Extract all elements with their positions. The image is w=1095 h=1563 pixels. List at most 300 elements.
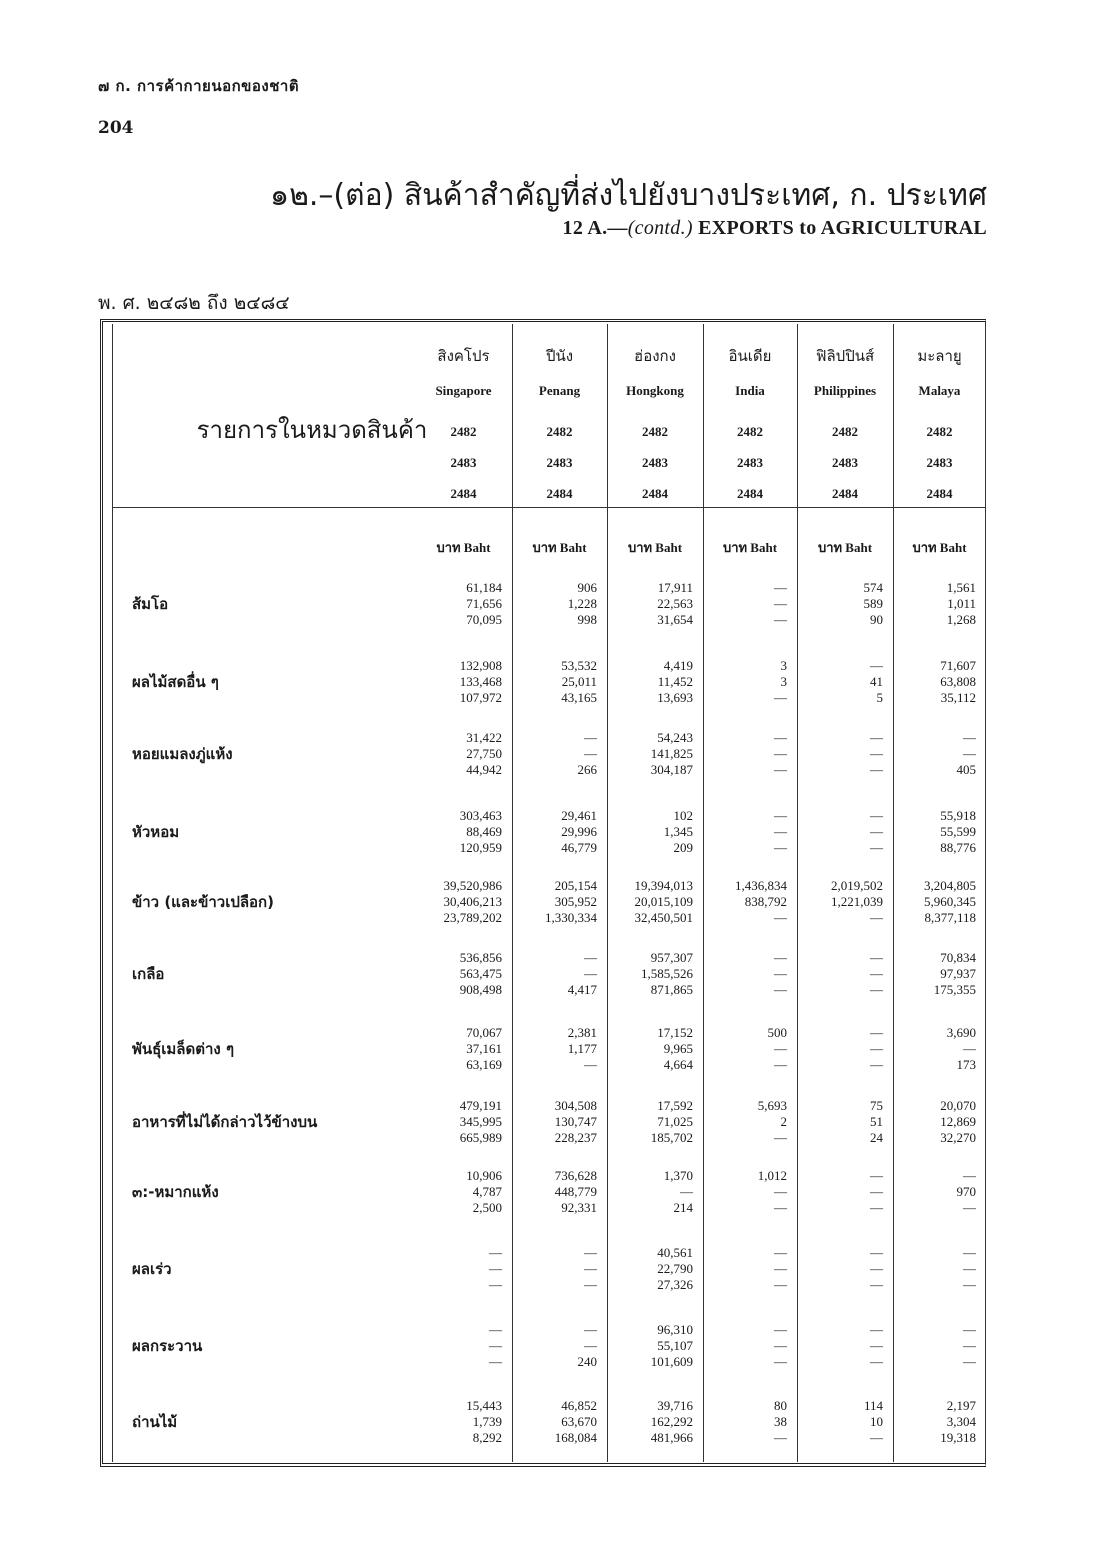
table-cell xyxy=(611,1245,693,1293)
cell-value: — xyxy=(774,612,787,627)
cell-value: 51 xyxy=(870,1114,883,1129)
table-cell xyxy=(705,1098,787,1146)
table-cell xyxy=(420,808,502,856)
cell-value: 54,243 xyxy=(657,730,693,745)
cell-value: — xyxy=(774,950,787,965)
cell-value: — xyxy=(870,730,883,745)
cell-value: 574 xyxy=(863,580,883,595)
cell-value: 1,330,334 xyxy=(545,910,597,925)
cell-value: 589 xyxy=(863,596,883,611)
table-cell xyxy=(705,1322,787,1370)
column-year: 2482 xyxy=(450,424,477,439)
table-cell xyxy=(801,1098,883,1146)
column-year: 2482 xyxy=(832,424,858,439)
cell-value: 41 xyxy=(870,674,883,689)
cell-value: 132,908 xyxy=(459,658,502,673)
cell-value: — xyxy=(680,1184,693,1199)
cell-value: 205,154 xyxy=(554,878,597,893)
cell-value: 5 xyxy=(876,690,883,705)
table-cell xyxy=(611,730,693,778)
cell-value: 31,422 xyxy=(466,730,502,745)
table-cell xyxy=(611,1098,693,1146)
cell-value: 209 xyxy=(673,840,693,855)
cell-value: — xyxy=(870,1354,883,1369)
table-cell xyxy=(611,950,693,998)
column-year: 2483 xyxy=(546,455,573,470)
table-cell xyxy=(705,580,787,628)
cell-value: 27,750 xyxy=(466,746,502,761)
cell-value: 11,452 xyxy=(657,674,693,689)
table-cell xyxy=(801,878,883,926)
column-year: 2483 xyxy=(832,455,858,470)
cell-value: — xyxy=(870,966,883,981)
cell-value: 665,989 xyxy=(459,1130,502,1145)
cell-value: 133,468 xyxy=(459,674,502,689)
table-cell xyxy=(894,1398,976,1446)
table-cell xyxy=(801,658,883,706)
cell-value: 345,995 xyxy=(459,1114,502,1129)
cell-value: — xyxy=(870,1322,883,1337)
cell-value: 1,739 xyxy=(472,1414,502,1429)
cell-value: 40,561 xyxy=(657,1245,693,1260)
cell-value: 141,825 xyxy=(650,746,693,761)
table-cell xyxy=(894,1168,976,1216)
cell-value: 4,664 xyxy=(663,1057,693,1072)
cell-value: 1,228 xyxy=(567,596,597,611)
cell-value: 8,377,118 xyxy=(924,910,976,925)
cell-value: 19,318 xyxy=(940,1430,976,1445)
row-label: ผลกระวาน xyxy=(132,1337,203,1355)
column-year: 2484 xyxy=(737,486,763,501)
table-cell xyxy=(705,1025,787,1073)
table-inner-border xyxy=(112,324,113,1462)
table-cell xyxy=(801,1322,883,1370)
unit-label: บาท Baht xyxy=(627,540,683,555)
table-cell xyxy=(515,1398,597,1446)
cell-value: 24 xyxy=(870,1130,883,1145)
cell-value: — xyxy=(963,1041,976,1056)
cell-value: 101,609 xyxy=(650,1354,693,1369)
cell-value: 9,965 xyxy=(663,1041,693,1056)
title-en-suffix: EXPORTS to AGRICULTURAL xyxy=(692,217,987,239)
cell-value: 12,869 xyxy=(940,1114,976,1129)
table-cell xyxy=(801,1025,883,1073)
cell-value: — xyxy=(870,808,883,823)
cell-value: 63,169 xyxy=(466,1057,502,1072)
cell-value: 19,394,013 xyxy=(634,878,693,893)
cell-value: — xyxy=(963,1245,976,1260)
cell-value: 970 xyxy=(956,1184,976,1199)
column-year: 2482 xyxy=(546,424,573,439)
cell-value: — xyxy=(870,1168,883,1183)
cell-value: 1,011 xyxy=(947,596,976,611)
cell-value: — xyxy=(963,1338,976,1353)
table-cell xyxy=(894,580,976,628)
cell-value: 10 xyxy=(870,1414,883,1429)
cell-value: 32,270 xyxy=(940,1130,976,1145)
unit-label: บาท Baht xyxy=(817,540,873,555)
cell-value: 46,779 xyxy=(561,840,597,855)
category-column-header: รายการในหมวดสินค้า xyxy=(196,416,428,444)
column-year: 2482 xyxy=(926,424,953,439)
cell-value: — xyxy=(870,1200,883,1215)
column-year: 2483 xyxy=(642,455,668,470)
column-year: 2484 xyxy=(642,486,668,501)
cell-value: — xyxy=(584,730,597,745)
table-cell xyxy=(611,1322,693,1370)
cell-value: 27,326 xyxy=(657,1277,693,1292)
column-header-english: Penang xyxy=(538,383,581,398)
table-cell xyxy=(420,1322,502,1370)
table-cell xyxy=(894,1245,976,1293)
cell-value: 1,370 xyxy=(663,1168,693,1183)
column-header-thai: ปีนัง xyxy=(545,347,574,365)
cell-value: 97,937 xyxy=(940,966,976,981)
cell-value: 53,532 xyxy=(561,658,597,673)
cell-value: — xyxy=(774,1322,787,1337)
cell-value: 37,161 xyxy=(466,1041,502,1056)
cell-value: — xyxy=(963,1261,976,1276)
cell-value: 2,381 xyxy=(567,1025,597,1040)
cell-value: 481,966 xyxy=(650,1430,693,1445)
table-cell xyxy=(515,1168,597,1216)
cell-value: 908,498 xyxy=(459,982,502,997)
cell-value: — xyxy=(963,1168,976,1183)
cell-value: 448,779 xyxy=(554,1184,597,1199)
cell-value: 107,972 xyxy=(459,690,502,705)
cell-value: 2,500 xyxy=(472,1200,502,1215)
cell-value: — xyxy=(870,658,883,673)
cell-value: 55,918 xyxy=(940,808,976,823)
cell-value: 563,475 xyxy=(459,966,502,981)
cell-value: — xyxy=(774,1200,787,1215)
cell-value: 304,508 xyxy=(554,1098,597,1113)
unit-label: บาท Baht xyxy=(532,540,587,555)
table-cell xyxy=(801,950,883,998)
cell-value: 25,011 xyxy=(561,674,597,689)
cell-value: 1,177 xyxy=(567,1041,597,1056)
cell-value: 1,012 xyxy=(757,1168,787,1183)
table-cell xyxy=(894,1322,976,1370)
cell-value: 22,563 xyxy=(657,596,693,611)
cell-value: — xyxy=(489,1277,502,1292)
cell-value: 1,268 xyxy=(946,612,976,627)
cell-value: 3,204,805 xyxy=(924,878,976,893)
cell-value: 228,237 xyxy=(554,1130,597,1145)
row-label: ข้าว (และข้าวเปลือก) xyxy=(132,893,274,911)
cell-value: 2,197 xyxy=(946,1398,976,1413)
column-header-english: Hongkong xyxy=(626,383,684,398)
cell-value: — xyxy=(870,950,883,965)
column-header-english: India xyxy=(735,383,765,398)
cell-value: — xyxy=(870,762,883,777)
table-cell xyxy=(611,1025,693,1073)
table-cell xyxy=(705,1245,787,1293)
cell-value: 17,592 xyxy=(657,1098,693,1113)
table-cell xyxy=(801,580,883,628)
cell-value: — xyxy=(584,950,597,965)
table-cell xyxy=(420,730,502,778)
cell-value: 43,165 xyxy=(561,690,597,705)
cell-value: 29,996 xyxy=(561,824,597,839)
cell-value: — xyxy=(774,1245,787,1260)
table-cell xyxy=(611,658,693,706)
cell-value: 39,716 xyxy=(657,1398,693,1413)
cell-value: 479,191 xyxy=(459,1098,502,1113)
cell-value: — xyxy=(774,580,787,595)
cell-value: 92,331 xyxy=(561,1200,597,1215)
cell-value: — xyxy=(774,1130,787,1145)
cell-value: — xyxy=(584,1261,597,1276)
cell-value: — xyxy=(774,840,787,855)
cell-value: — xyxy=(774,1430,787,1445)
table-cell xyxy=(420,1168,502,1216)
cell-value: 957,307 xyxy=(650,950,693,965)
cell-value: 266 xyxy=(577,762,597,777)
cell-value: — xyxy=(774,730,787,745)
column-year: 2484 xyxy=(546,486,573,501)
cell-value: 2,019,502 xyxy=(831,878,883,893)
cell-value: 70,095 xyxy=(466,612,502,627)
cell-value: 71,607 xyxy=(940,658,976,673)
column-year: 2484 xyxy=(450,486,477,501)
page-title-english xyxy=(563,217,987,240)
table-cell xyxy=(420,1025,502,1073)
cell-value: 88,776 xyxy=(940,840,976,855)
cell-value: 2 xyxy=(780,1114,787,1129)
cell-value: 240 xyxy=(577,1354,597,1369)
cell-value: — xyxy=(963,746,976,761)
column-year: 2482 xyxy=(737,424,763,439)
table-cell xyxy=(420,1398,502,1446)
row-label: ผลไม้สดอื่น ๆ xyxy=(132,673,219,691)
table-cell xyxy=(515,1322,597,1370)
cell-value: 63,808 xyxy=(940,674,976,689)
cell-value: 20,070 xyxy=(940,1098,976,1113)
cell-value: 214 xyxy=(673,1200,693,1215)
cell-value: — xyxy=(870,1025,883,1040)
cell-value: 10,906 xyxy=(466,1168,502,1183)
table-cell xyxy=(705,1398,787,1446)
cell-value: 1,585,526 xyxy=(641,966,693,981)
cell-value: 3 xyxy=(780,674,787,689)
cell-value: — xyxy=(774,1261,787,1276)
cell-value: — xyxy=(774,690,787,705)
table-cell xyxy=(611,808,693,856)
cell-value: 75 xyxy=(870,1098,883,1113)
table-cell xyxy=(705,950,787,998)
cell-value: — xyxy=(774,1057,787,1072)
cell-value: 96,310 xyxy=(657,1322,693,1337)
table-cell xyxy=(611,1168,693,1216)
column-year: 2483 xyxy=(926,455,953,470)
cell-value: 1,345 xyxy=(663,824,693,839)
table-cell xyxy=(705,808,787,856)
cell-value: — xyxy=(870,1041,883,1056)
cell-value: 536,856 xyxy=(459,950,502,965)
column-header-thai: ฮ่องกง xyxy=(634,347,676,365)
cell-value: 5,960,345 xyxy=(924,894,976,909)
table-cell xyxy=(894,878,976,926)
table-cell xyxy=(801,808,883,856)
table-cell xyxy=(420,878,502,926)
cell-value: 906 xyxy=(577,580,597,595)
row-label: อาหารที่ไม่ได้กล่าวไว้ข้างบน xyxy=(132,1113,318,1131)
cell-value: 4,419 xyxy=(663,658,693,673)
cell-value: — xyxy=(774,824,787,839)
table-cell xyxy=(515,1098,597,1146)
cell-value: 46,852 xyxy=(561,1398,597,1413)
cell-value: — xyxy=(489,1354,502,1369)
cell-value: 8,292 xyxy=(472,1430,502,1445)
table-cell xyxy=(894,1098,976,1146)
cell-value: 71,656 xyxy=(466,596,502,611)
cell-value: — xyxy=(774,1354,787,1369)
cell-value: — xyxy=(774,596,787,611)
cell-value: 500 xyxy=(767,1025,787,1040)
cell-value: 63,670 xyxy=(561,1414,597,1429)
cell-value: 90 xyxy=(870,612,883,627)
cell-value: — xyxy=(870,1261,883,1276)
cell-value: 61,184 xyxy=(466,580,502,595)
cell-value: — xyxy=(584,1245,597,1260)
table-cell xyxy=(894,950,976,998)
table-cell xyxy=(420,1245,502,1293)
cell-value: — xyxy=(774,1184,787,1199)
cell-value: — xyxy=(870,910,883,925)
column-year: 2484 xyxy=(926,486,953,501)
column-header-english: Philippines xyxy=(813,383,877,398)
cell-value: 4,417 xyxy=(567,982,597,997)
cell-value: 4,787 xyxy=(472,1184,502,1199)
row-label: เกลือ xyxy=(132,965,165,983)
table-cell xyxy=(705,1168,787,1216)
cell-value: 3,304 xyxy=(946,1414,976,1429)
cell-value: 31,654 xyxy=(657,612,693,627)
cell-value: — xyxy=(870,824,883,839)
column-header-thai: สิงคโปร xyxy=(437,347,490,365)
cell-value: — xyxy=(584,746,597,761)
cell-value: 23,789,202 xyxy=(443,910,502,925)
table-cell xyxy=(515,1025,597,1073)
cell-value: 185,702 xyxy=(650,1130,693,1145)
cell-value: 405 xyxy=(956,762,976,777)
row-label: ส้มโอ xyxy=(132,595,169,613)
cell-value: 168,084 xyxy=(554,1430,597,1445)
cell-value: — xyxy=(489,1245,502,1260)
table-cell xyxy=(801,1398,883,1446)
cell-value: — xyxy=(489,1261,502,1276)
column-header-english: Singapore xyxy=(435,383,492,398)
table-cell xyxy=(420,950,502,998)
cell-value: 30,406,213 xyxy=(443,894,502,909)
column-year: 2483 xyxy=(737,455,763,470)
cell-value: — xyxy=(963,730,976,745)
cell-value: 70,067 xyxy=(466,1025,502,1040)
cell-value: 17,152 xyxy=(657,1025,693,1040)
cell-value: — xyxy=(774,746,787,761)
column-header-thai: ฟิลิปปินส์ xyxy=(815,347,875,365)
cell-value: — xyxy=(963,1322,976,1337)
cell-value: 17,911 xyxy=(657,580,693,595)
cell-value: 5,693 xyxy=(757,1098,787,1113)
cell-value: — xyxy=(584,1322,597,1337)
cell-value: — xyxy=(870,746,883,761)
cell-value: — xyxy=(774,966,787,981)
cell-value: — xyxy=(584,1338,597,1353)
table-cell xyxy=(515,730,597,778)
cell-value: 70,834 xyxy=(940,950,976,965)
table-cell xyxy=(705,658,787,706)
cell-value: 871,865 xyxy=(650,982,693,997)
cell-value: — xyxy=(870,1338,883,1353)
cell-value: 305,952 xyxy=(554,894,597,909)
table-cell xyxy=(801,1168,883,1216)
cell-value: — xyxy=(870,1277,883,1292)
table-cell xyxy=(515,658,597,706)
cell-value: — xyxy=(870,1430,883,1445)
cell-value: — xyxy=(584,966,597,981)
row-label: ผลเร่ว xyxy=(132,1260,172,1278)
cell-value: 15,443 xyxy=(466,1398,502,1413)
table-cell xyxy=(515,950,597,998)
cell-value: 88,469 xyxy=(466,824,502,839)
cell-value: 3,690 xyxy=(946,1025,976,1040)
column-header-thai: อินเดีย xyxy=(728,347,772,365)
table-cell xyxy=(420,658,502,706)
cell-value: 55,107 xyxy=(657,1338,693,1353)
cell-value: 35,112 xyxy=(940,690,976,705)
cell-value: — xyxy=(774,1041,787,1056)
cell-value: — xyxy=(963,1200,976,1215)
table-cell xyxy=(515,580,597,628)
row-label: หอยแมลงภู่แห้ง xyxy=(132,745,233,763)
cell-value: 838,792 xyxy=(744,894,787,909)
unit-label: บาท Baht xyxy=(722,540,778,555)
column-year: 2482 xyxy=(642,424,668,439)
table-cell xyxy=(611,580,693,628)
title-en-contd: (contd.) xyxy=(627,217,693,239)
table-cell xyxy=(420,580,502,628)
column-year: 2484 xyxy=(832,486,858,501)
cell-value: — xyxy=(870,1245,883,1260)
table-cell xyxy=(611,1398,693,1446)
cell-value: — xyxy=(489,1322,502,1337)
cell-value: — xyxy=(870,982,883,997)
cell-value: 303,463 xyxy=(459,808,502,823)
table-cell xyxy=(894,730,976,778)
page-title-thai: ๑๒.–(ต่อ) สินค้าสำคัญที่ส่งไปยังบางประเทศ, ก. ประเทศ xyxy=(270,178,987,213)
table-cell xyxy=(801,730,883,778)
row-label: ถ่านไม้ xyxy=(132,1413,178,1431)
table-cell xyxy=(515,808,597,856)
unit-label: บาท Baht xyxy=(436,540,491,555)
cell-value: 173 xyxy=(956,1057,976,1072)
table-cell xyxy=(705,730,787,778)
header-rule xyxy=(112,507,986,508)
cell-value: 1,561 xyxy=(946,580,976,595)
table-cell xyxy=(894,658,976,706)
cell-value: — xyxy=(774,1277,787,1292)
cell-value: 39,520,986 xyxy=(443,878,502,893)
cell-value: — xyxy=(870,1057,883,1072)
cell-value: — xyxy=(774,808,787,823)
cell-value: 80 xyxy=(774,1398,787,1413)
cell-value: 175,355 xyxy=(933,982,976,997)
cell-value: 29,461 xyxy=(561,808,597,823)
table-cell xyxy=(611,878,693,926)
cell-value: 1,436,834 xyxy=(735,878,787,893)
